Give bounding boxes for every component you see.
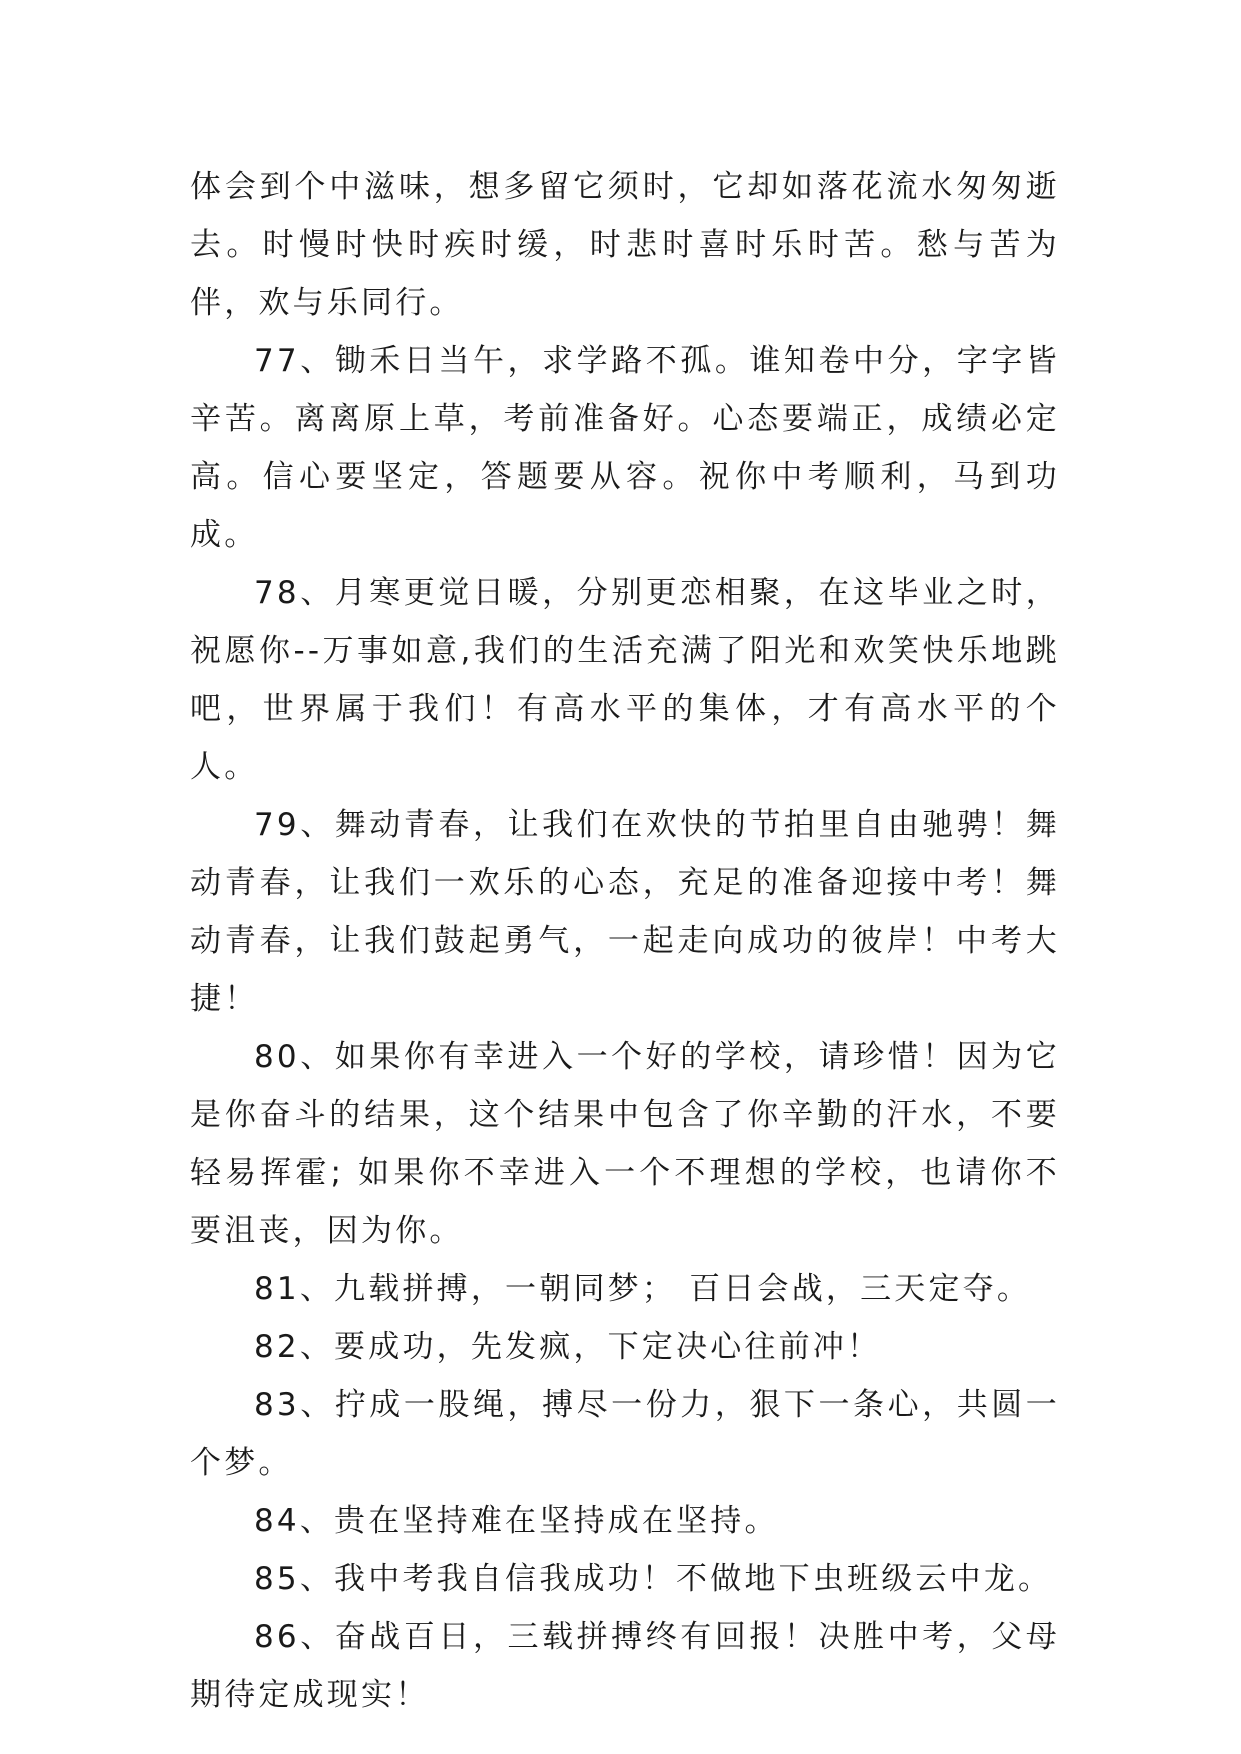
- paragraph-84: 84、贵在坚持难在坚持成在坚持。: [254, 1503, 779, 1539]
- paragraph-78: 78、月寒更觉日暖，分别更恋相聚，在这毕业之时，祝愿你--万事如意,我们的生活充满了阳光和欢笑快乐地跳吧，世界属于我们！有高水平的集体，才有高水平的个人。: [190, 575, 1060, 785]
- paragraph-continued: 体会到个中滋味，想多留它须时，它却如落花流水匆匆逝去。时慢时快时疾时缓，时悲时喜时乐时苦。愁与苦为伴，欢与乐同行。: [190, 169, 1060, 321]
- paragraph-81: 81、九载拼搏，一朝同梦； 百日会战，三天定夺。: [254, 1271, 1032, 1307]
- paragraph-86: 86、奋战百日，三载拼搏终有回报！决胜中考，父母期待定成现实！: [190, 1619, 1060, 1713]
- paragraph-85: 85、我中考我自信我成功！不做地下虫班级云中龙。: [254, 1561, 1053, 1597]
- paragraph-77: 77、锄禾日当午，求学路不孤。谁知卷中分，字字皆辛苦。离离原上草，考前准备好。心态要端正，成绩必定高。信心要坚定，答题要从容。祝你中考顺利，马到功成。: [190, 343, 1060, 553]
- paragraph-80: 80、如果你有幸进入一个好的学校，请珍惜！因为它是你奋斗的结果，这个结果中包含了你辛勤的汗水，不要轻易挥霍; 如果你不幸进入一个不理想的学校，也请你不要沮丧，因为你。: [190, 1039, 1060, 1249]
- paragraph-82: 82、要成功，先发疯，下定决心往前冲！: [254, 1329, 882, 1365]
- document-body: [190, 158, 1060, 1724]
- paragraph-79: 79、舞动青春，让我们在欢快的节拍里自由驰骋！舞动青春，让我们一欢乐的心态，充足的准备迎接中考！舞动青春，让我们鼓起勇气，一起走向成功的彼岸！中考大捷！: [190, 807, 1060, 1017]
- paragraph-83: 83、拧成一股绳，搏尽一份力，狠下一条心，共圆一个梦。: [190, 1387, 1060, 1481]
